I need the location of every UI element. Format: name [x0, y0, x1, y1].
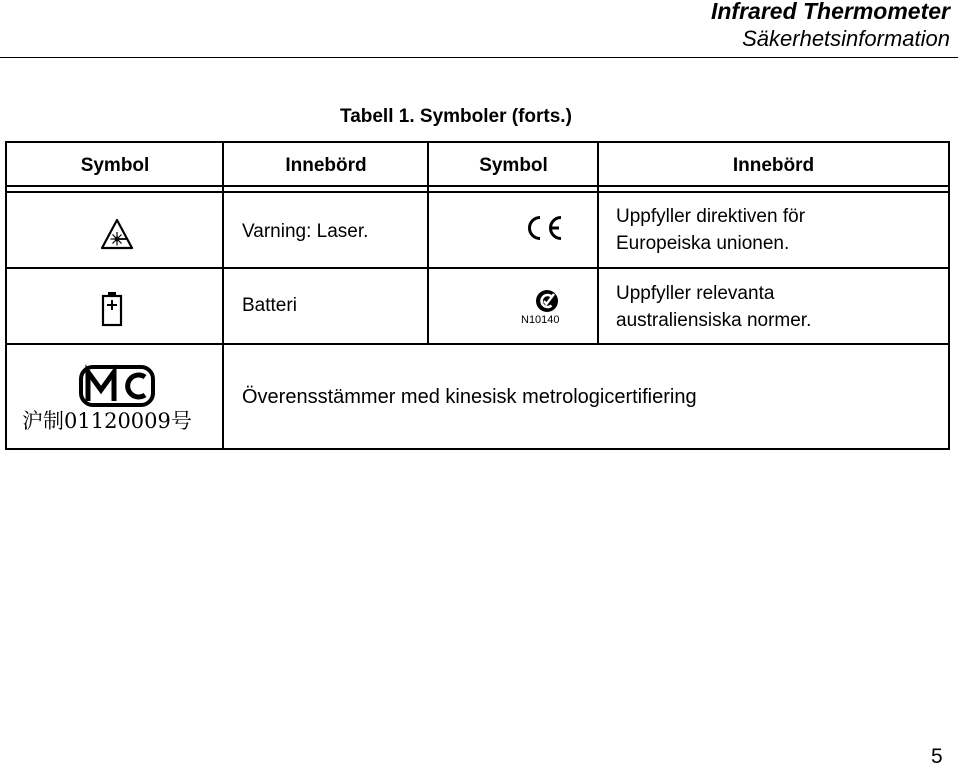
column-header: Symbol	[80, 155, 150, 176]
meaning-battery: Batteri	[242, 295, 297, 316]
c-tick-code: N10140	[521, 314, 560, 326]
section-subtitle: Säkerhetsinformation	[742, 26, 950, 51]
battery-icon	[101, 291, 123, 327]
laser-warning-icon	[100, 218, 134, 250]
row-divider	[7, 267, 948, 269]
meaning-mc-certification: Överensstämmer med kinesisk metrologicertifiering	[242, 386, 697, 408]
meaning-c-tick-line2: australiensiska normer.	[616, 310, 812, 331]
header-rule-top	[7, 185, 948, 187]
header-rule	[0, 57, 958, 58]
column-header: Symbol	[479, 155, 548, 176]
meaning-laser-warning: Varning: Laser.	[242, 221, 369, 242]
document-title: Infrared Thermometer	[710, 0, 950, 24]
row-divider	[7, 343, 948, 345]
column-header: Innebörd	[732, 155, 815, 176]
header-rule-bottom	[7, 191, 948, 193]
meaning-ce-mark-line1: Uppfyller direktiven för	[616, 206, 806, 227]
mc-certificate-number: 沪制01120009号	[22, 409, 192, 433]
page-number: 5	[931, 745, 943, 768]
mc-metrology-icon	[78, 364, 156, 408]
column-divider	[222, 143, 224, 448]
meaning-c-tick-line1: Uppfyller relevanta	[616, 283, 775, 304]
symbols-table	[5, 141, 950, 450]
c-tick-icon	[535, 289, 559, 313]
ce-mark-icon	[523, 214, 565, 242]
meaning-ce-mark-line2: Europeiska unionen.	[616, 233, 790, 254]
column-header: Innebörd	[285, 155, 367, 176]
table-caption: Tabell 1. Symboler (forts.)	[340, 106, 572, 127]
